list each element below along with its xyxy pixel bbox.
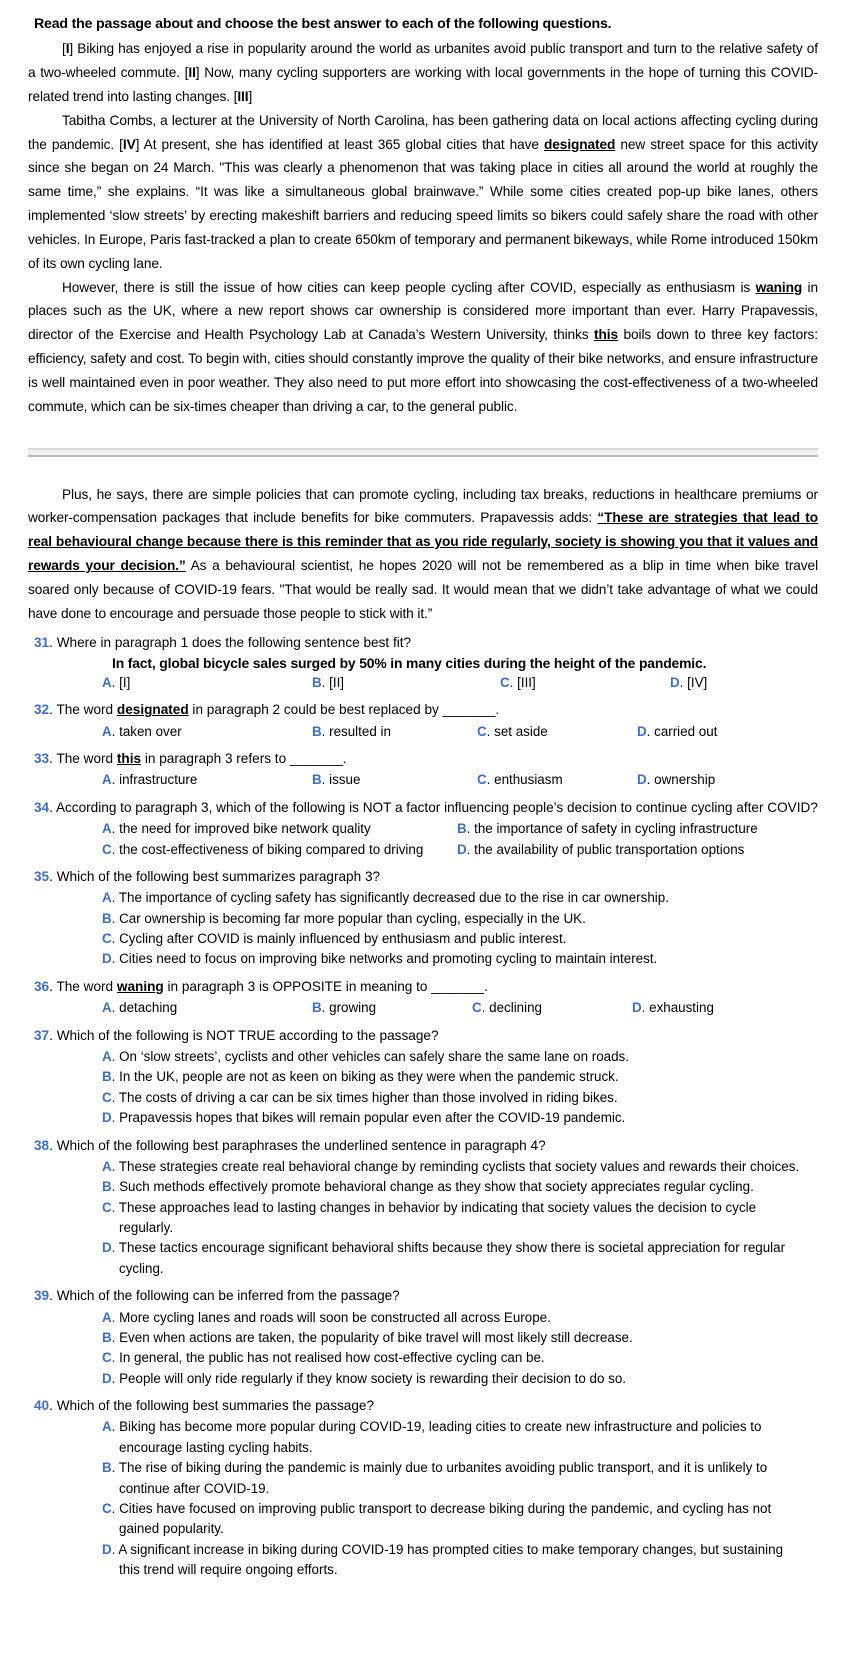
option-text: Biking has become more popular during COVID-19, leading cities to create new infrastructure and policies to encourage lasting cycling habits. — [119, 1419, 762, 1455]
question-37 — [28, 1026, 818, 1129]
options-group — [102, 1308, 818, 1390]
option-c[interactable]: C. The costs of driving a car can be six times higher than those involved in riding bikes. — [102, 1089, 618, 1105]
stem-keyword: waning — [116, 978, 164, 994]
option-b[interactable]: B. Such methods effectively promote behavioral change as they show that society appreciates regular cycling. — [102, 1179, 754, 1195]
p1-seg2: ] Biking has enjoyed a rise in popularity around the world as urbanites avoid public transport and turn to the relative safety of a two-wheeled commute. [ — [28, 41, 818, 81]
question-34 — [28, 798, 818, 860]
stem-text-post: in paragraph 2 could be best replaced by _______. — [188, 702, 500, 718]
option-c[interactable]: C. the cost-effectiveness of biking compared to driving — [102, 841, 424, 857]
option-text: resulted in — [329, 723, 391, 739]
question-number-34: 34 — [34, 799, 50, 815]
question-stem-34: 34. According to paragraph 3, which of the following is NOT a factor influencing people’s decision to continue cycling after COVID? — [34, 799, 818, 815]
option-letter: B — [102, 1069, 112, 1085]
passage-paragraph-4 — [28, 483, 818, 626]
p1-seg3: ] Now, many cycling supporters are working with local governments in the hope of turning this COVID-related trend into lasting changes. [ — [28, 65, 819, 104]
option-letter: A — [102, 1000, 112, 1016]
option-b[interactable]: B. [II] — [312, 674, 345, 690]
option-text: carried out — [654, 723, 718, 739]
option-a[interactable]: A. The importance of cycling safety has significantly decreased due to the rise in car ownership. — [102, 890, 669, 906]
marker-IV: IV — [122, 136, 136, 152]
question-40 — [28, 1396, 818, 1580]
option-text: Prapavessis hopes that bikes will remain popular even after the COVID-19 pandemic. — [119, 1110, 626, 1126]
question-number-37: 37 — [34, 1027, 50, 1043]
option-letter: B — [312, 674, 322, 690]
options-group — [102, 673, 818, 693]
keyword-this: this — [594, 327, 618, 343]
option-text: [IV] — [687, 674, 708, 690]
option-text: These strategies create real behavioral change by reminding cyclists that society values and rewards their choices. — [118, 1158, 800, 1174]
option-letter: C — [472, 1000, 482, 1016]
option-text: [III] — [517, 674, 536, 690]
option-c[interactable]: C. Cycling after COVID is mainly influenced by enthusiasm and public interest. — [102, 931, 567, 947]
option-text: Cities need to focus on improving bike networks and promoting cycling to maintain interest. — [119, 951, 658, 967]
option-a[interactable]: A. Biking has become more popular during COVID-19, leading cities to create new infrastructure and policies to encourage lasting cycling habits. — [102, 1419, 762, 1455]
p2-seg3: new street space for this activity since she began on 24 March. "This was clearly a phenomenon that was taking place in cities all around the world at roughly the same time,” she explains. “It was like a simultaneous global brainwave.” While some cities created pop-up bike lanes, others implemented ‘slow streets’ by erecting makeshift barriers and reducing speed limits so bikers could safely share the road with other vehicles. In Europe, Paris fast-tracked a plan to create 650km of temporary and permanent bikeways, while Rome introduced 150km of its own cycling lane. — [28, 136, 818, 271]
option-letter: B — [102, 910, 112, 926]
option-b[interactable]: B. growing — [312, 1000, 377, 1016]
option-d[interactable]: D. People will only ride regularly if they know society is rewarding their decision to do so. — [102, 1370, 626, 1386]
p3-seg1: However, there is still the issue of how cities can keep people cycling after COVID, especially as enthusiasm is — [62, 279, 756, 295]
question-number-40: 40 — [34, 1398, 50, 1414]
option-c[interactable]: C. [III] — [500, 674, 536, 690]
question-stem-32: 32. The word designated in paragraph 2 could be best replaced by _______. — [34, 702, 500, 718]
option-text: A significant increase in biking during COVID-19 has prompted cities to make temporary changes, but sustaining this trend will require ongoing efforts. — [118, 1541, 784, 1578]
option-text: In general, the public has not realised how cost-effective cycling can be. — [119, 1350, 545, 1366]
option-b[interactable]: B. The rise of biking during the pandemic is mainly due to urbanites avoiding public transport, and it is unlikely to continue after COVID-19. — [102, 1460, 768, 1496]
option-letter: D — [102, 1240, 112, 1256]
option-text: [I] — [119, 674, 131, 690]
question-stem-39: 39. Which of the following can be inferred from the passage? — [34, 1288, 400, 1304]
question-stem-38: 38. Which of the following best paraphrases the underlined sentence in paragraph 4? — [34, 1137, 546, 1153]
options-row — [102, 819, 818, 839]
option-letter: C — [102, 931, 112, 947]
option-letter: D — [457, 841, 467, 857]
option-a[interactable]: A. On ‘slow streets’, cyclists and other vehicles can safely share the same lane on roads. — [102, 1049, 629, 1064]
question-stem-36: 36. The word waning in paragraph 3 is OPPOSITE in meaning to _______. — [34, 978, 488, 994]
stem-text: Where in paragraph 1 does the following sentence best fit? — [56, 634, 412, 650]
option-d[interactable]: D. Cities need to focus on improving bike networks and promoting cycling to maintain interest. — [102, 951, 658, 967]
option-text: In the UK, people are not as keen on biking as they were when the pandemic struck. — [119, 1069, 619, 1085]
question-number-38: 38 — [34, 1137, 50, 1153]
option-d[interactable]: D. [IV] — [670, 674, 708, 690]
option-c[interactable]: C. Cities have focused on improving public transport to decrease biking during the pandemic, and cycling has not gained popularity. — [102, 1500, 772, 1537]
option-a[interactable]: A. infrastructure — [102, 772, 198, 788]
option-letter: C — [500, 674, 510, 690]
option-text: People will only ride regularly if they know society is rewarding their decision to do so. — [119, 1370, 626, 1386]
stem-text: Which of the following can be inferred from the passage? — [56, 1288, 400, 1304]
question-39 — [28, 1286, 818, 1389]
option-text: taken over — [119, 723, 182, 739]
marker-I: I — [65, 41, 70, 57]
option-letter: B — [312, 1000, 322, 1016]
option-letter: C — [102, 1500, 112, 1516]
stem-text: Which of the following is NOT TRUE according to the passage? — [56, 1027, 439, 1043]
option-text: set aside — [494, 723, 548, 739]
option-text: The rise of biking during the pandemic is mainly due to urbanites avoiding public transport, and it is unlikely to continue after COVID-19. — [118, 1460, 768, 1496]
stem-text-pre: The word — [56, 702, 117, 718]
option-a[interactable]: A. taken over — [102, 723, 182, 739]
option-letter: C — [477, 772, 487, 788]
question-stem-35: 35. Which of the following best summarizes paragraph 3? — [34, 868, 381, 884]
options-group — [102, 998, 818, 1018]
option-letter: C — [477, 723, 487, 739]
option-b[interactable]: B. In the UK, people are not as keen on biking as they were when the pandemic struck. — [102, 1069, 619, 1085]
marker-III: III — [237, 88, 249, 104]
p1-seg1: [ — [62, 41, 66, 57]
question-38 — [28, 1136, 818, 1280]
stem-text: Which of the following best summarizes paragraph 3? — [56, 868, 381, 884]
question-number-31: 31 — [34, 634, 50, 650]
stem-text-post: in paragraph 3 is OPPOSITE in meaning to _______. — [163, 978, 488, 994]
option-text: declining — [489, 1000, 542, 1016]
option-letter: C — [102, 1350, 112, 1366]
option-letter: A — [102, 821, 112, 837]
option-text: the availability of public transportation options — [474, 841, 745, 857]
option-text: These approaches lead to lasting changes in behavior by indicating that society values the decision to cycle regularly. — [118, 1199, 757, 1236]
option-text: Cities have focused on improving public transport to decrease biking during the pandemic, and cycling has not gained popularity. — [119, 1500, 772, 1537]
question-number-32: 32 — [34, 702, 50, 718]
option-letter: A — [102, 674, 112, 690]
option-letter: D — [102, 1110, 112, 1126]
option-text: Car ownership is becoming far more popular than cycling, especially in the UK. — [119, 910, 586, 926]
question-35 — [28, 867, 818, 970]
p3-seg3: boils down to three key factors: efficiency, safety and cost. To begin with, cities should constantly improve the quality of their bike networks, and ensure infrastructure is well maintained even in poor weather. They also need to put more effort into showcasing the cost-effectiveness of a two-wheeled commute, which can be six-times cheaper than driving a car, to the general public. — [28, 327, 818, 414]
option-a[interactable]: A. These strategies create real behavioral change by reminding cyclists that society values and rewards their choices. — [102, 1158, 800, 1174]
option-text: The costs of driving a car can be six times higher than those involved in riding bikes. — [118, 1089, 618, 1105]
option-letter: A — [102, 772, 112, 788]
option-letter: A — [102, 1309, 112, 1325]
option-letter: C — [102, 841, 112, 857]
option-letter: D — [632, 1000, 642, 1016]
stem-keyword: this — [116, 751, 142, 767]
instruction-heading: Read the passage about and choose the best answer to each of the following questions. — [34, 16, 612, 32]
option-letter: C — [102, 1089, 112, 1105]
option-letter: C — [102, 1199, 112, 1215]
option-d[interactable]: D. ownership — [637, 772, 716, 788]
options-row — [102, 840, 818, 860]
option-text: Such methods effectively promote behavioral change as they show that society appreciates regular cycling. — [119, 1179, 754, 1195]
p2-seg1: Tabitha Combs, a lecturer at the University of North Carolina, has been gathering data on local actions affecting cycling during the pandemic. [ — [28, 112, 818, 152]
option-c[interactable]: C. declining — [472, 1000, 542, 1016]
option-letter: D — [102, 1541, 112, 1557]
option-b[interactable]: B. resulted in — [312, 723, 391, 739]
keyword-designated: designated — [544, 136, 616, 152]
stem-text: Which of the following best summaries the passage? — [56, 1398, 375, 1414]
option-d[interactable]: D. A significant increase in biking during COVID-19 has prompted cities to make temporary changes, but sustaining this trend will require ongoing efforts. — [102, 1541, 784, 1578]
marker-II: II — [188, 65, 196, 81]
option-c[interactable]: C. These approaches lead to lasting changes in behavior by indicating that society values the decision to cycle regularly. — [102, 1199, 757, 1236]
stem-text-pre: The word — [56, 751, 117, 767]
option-letter: B — [102, 1179, 112, 1195]
option-a[interactable]: A. More cycling lanes and roads will soon be constructed all across Europe. — [102, 1309, 551, 1325]
p1-seg4: ] — [248, 88, 253, 104]
question-32 — [28, 700, 818, 742]
option-text: On ‘slow streets’, cyclists and other vehicles can safely share the same lane on roads. — [119, 1049, 629, 1064]
option-text: issue — [329, 772, 361, 788]
stem-text-post: in paragraph 3 refers to _______. — [141, 751, 347, 767]
question-number-33: 33 — [34, 751, 50, 767]
option-letter: B — [102, 1329, 112, 1345]
question-number-36: 36 — [34, 978, 50, 994]
option-letter: A — [102, 890, 112, 906]
options-group — [102, 888, 818, 970]
option-text: More cycling lanes and roads will soon be constructed all across Europe. — [119, 1309, 551, 1325]
page-break-separator — [28, 445, 818, 461]
option-b[interactable]: B. issue — [312, 772, 361, 788]
passage-paragraph-1 — [28, 37, 818, 108]
option-text: The importance of cycling safety has significantly decreased due to the rise in car ownership. — [118, 890, 669, 906]
option-d[interactable]: D. Prapavessis hopes that bikes will remain popular even after the COVID-19 pandemic. — [102, 1110, 626, 1126]
question-stem-40: 40. Which of the following best summaries the passage? — [34, 1398, 375, 1414]
option-text: the cost-effectiveness of biking compared to driving — [119, 841, 424, 857]
option-b[interactable]: B. Car ownership is becoming far more popular than cycling, especially in the UK. — [102, 910, 586, 926]
option-c[interactable]: C. enthusiasm — [477, 772, 563, 788]
option-d[interactable]: D. These tactics encourage significant behavioral shifts because they show there is societal appreciation for regular cycling. — [102, 1240, 786, 1276]
question-number-35: 35 — [34, 868, 50, 884]
p4-seg1: Plus, he says, there are simple policies that can promote cycling, including tax breaks, reductions in healthcare premiums or worker-compensation packages that include benefits for bike commuters. Prapavessis adds: — [28, 486, 818, 526]
option-d[interactable]: D. the availability of public transportation options — [457, 841, 745, 857]
inserted-sentence: In fact, global bicycle sales surged by 50% in many cities during the height of the pandemic. — [112, 654, 707, 671]
option-letter: D — [102, 1370, 112, 1386]
option-text: growing — [329, 1000, 377, 1016]
option-text: exhausting — [649, 1000, 714, 1016]
option-text: enthusiasm — [494, 772, 563, 788]
option-a[interactable]: A. [I] — [102, 674, 131, 690]
option-letter: A — [102, 723, 112, 739]
option-letter: D — [637, 723, 647, 739]
p3-seg2: in places such as the UK, where a new report shows car ownership is considered more important than ever. Harry Prapavessis, director of the Exercise and Health Psychology Lab at Canada’s Western University, thinks — [28, 279, 818, 343]
stem-keyword: designated — [116, 702, 189, 718]
option-text: the need for improved bike network quality — [119, 821, 371, 837]
options-group — [102, 1047, 818, 1129]
option-letter: B — [457, 821, 467, 837]
question-stem-31: 31. Where in paragraph 1 does the following sentence best fit? — [34, 634, 412, 650]
p4-seg2: As a behavioural scientist, he hopes 2020 will not be remembered as a blip in time when bike travel soared only because of COVID-19 fears. "That would be really sad. It would mean that we didn’t take advantage of what we could have done to encourage and persuade those people to stick with it.” — [28, 558, 819, 621]
options-group — [102, 1417, 818, 1580]
passage-paragraph-3 — [28, 276, 818, 419]
keyword-waning: waning — [755, 279, 803, 295]
option-letter: A — [102, 1049, 112, 1064]
question-36 — [28, 977, 818, 1019]
question-stem-37: 37. Which of the following is NOT TRUE according to the passage? — [34, 1027, 439, 1043]
option-letter: D — [670, 674, 680, 690]
options-group — [102, 819, 818, 860]
underlined-quote: “These are strategies that lead to real behavioural change because there is this reminder that as you ride regularly, society is showing you that it values and rewards your decision.” — [28, 510, 819, 574]
option-letter: D — [102, 951, 112, 967]
option-letter: B — [312, 723, 322, 739]
option-letter: D — [637, 772, 647, 788]
option-text: These tactics encourage significant behavioral shifts because they show there is societal appreciation for regular cycling. — [118, 1240, 786, 1276]
option-letter: A — [102, 1419, 112, 1435]
question-number-39: 39 — [34, 1288, 50, 1304]
options-group — [102, 770, 818, 790]
option-letter: B — [312, 772, 322, 788]
option-d[interactable]: D. carried out — [637, 723, 718, 739]
questions-list — [28, 633, 818, 1581]
stem-text: Which of the following best paraphrases the underlined sentence in paragraph 4? — [56, 1137, 546, 1153]
option-text: the importance of safety in cycling infrastructure — [474, 821, 758, 837]
question-31 — [28, 633, 818, 694]
option-a[interactable]: A. detaching — [102, 1000, 178, 1016]
question-stem-33: 33. The word this in paragraph 3 refers to _______. — [34, 751, 347, 767]
option-text: [II] — [329, 674, 345, 690]
option-text: infrastructure — [119, 772, 198, 788]
passage-paragraph-2 — [28, 109, 818, 276]
option-text: Cycling after COVID is mainly influenced by enthusiasm and public interest. — [119, 931, 567, 947]
stem-text: According to paragraph 3, which of the following is NOT a factor influencing people’s decision to continue cycling after COVID? — [55, 799, 818, 815]
option-c[interactable]: C. In general, the public has not realised how cost-effective cycling can be. — [102, 1350, 545, 1366]
option-text: Even when actions are taken, the popularity of bike travel will most likely still decrease. — [119, 1329, 633, 1345]
option-text: ownership — [654, 772, 716, 788]
option-c[interactable]: C. set aside — [477, 723, 548, 739]
option-b[interactable]: B. Even when actions are taken, the popularity of bike travel will most likely still decrease. — [102, 1329, 633, 1345]
options-group — [102, 722, 818, 742]
question-33 — [28, 749, 818, 791]
option-letter: B — [102, 1460, 112, 1476]
option-b[interactable]: B. the importance of safety in cycling infrastructure — [457, 821, 758, 837]
p2-seg2: ] At present, she has identified at least 365 global cities that have — [135, 136, 545, 152]
stem-text-pre: The word — [56, 978, 117, 994]
option-a[interactable]: A. the need for improved bike network quality — [102, 821, 371, 837]
option-text: detaching — [119, 1000, 178, 1016]
option-letter: A — [102, 1158, 112, 1174]
option-d[interactable]: D. exhausting — [632, 1000, 714, 1016]
options-group — [102, 1157, 818, 1279]
